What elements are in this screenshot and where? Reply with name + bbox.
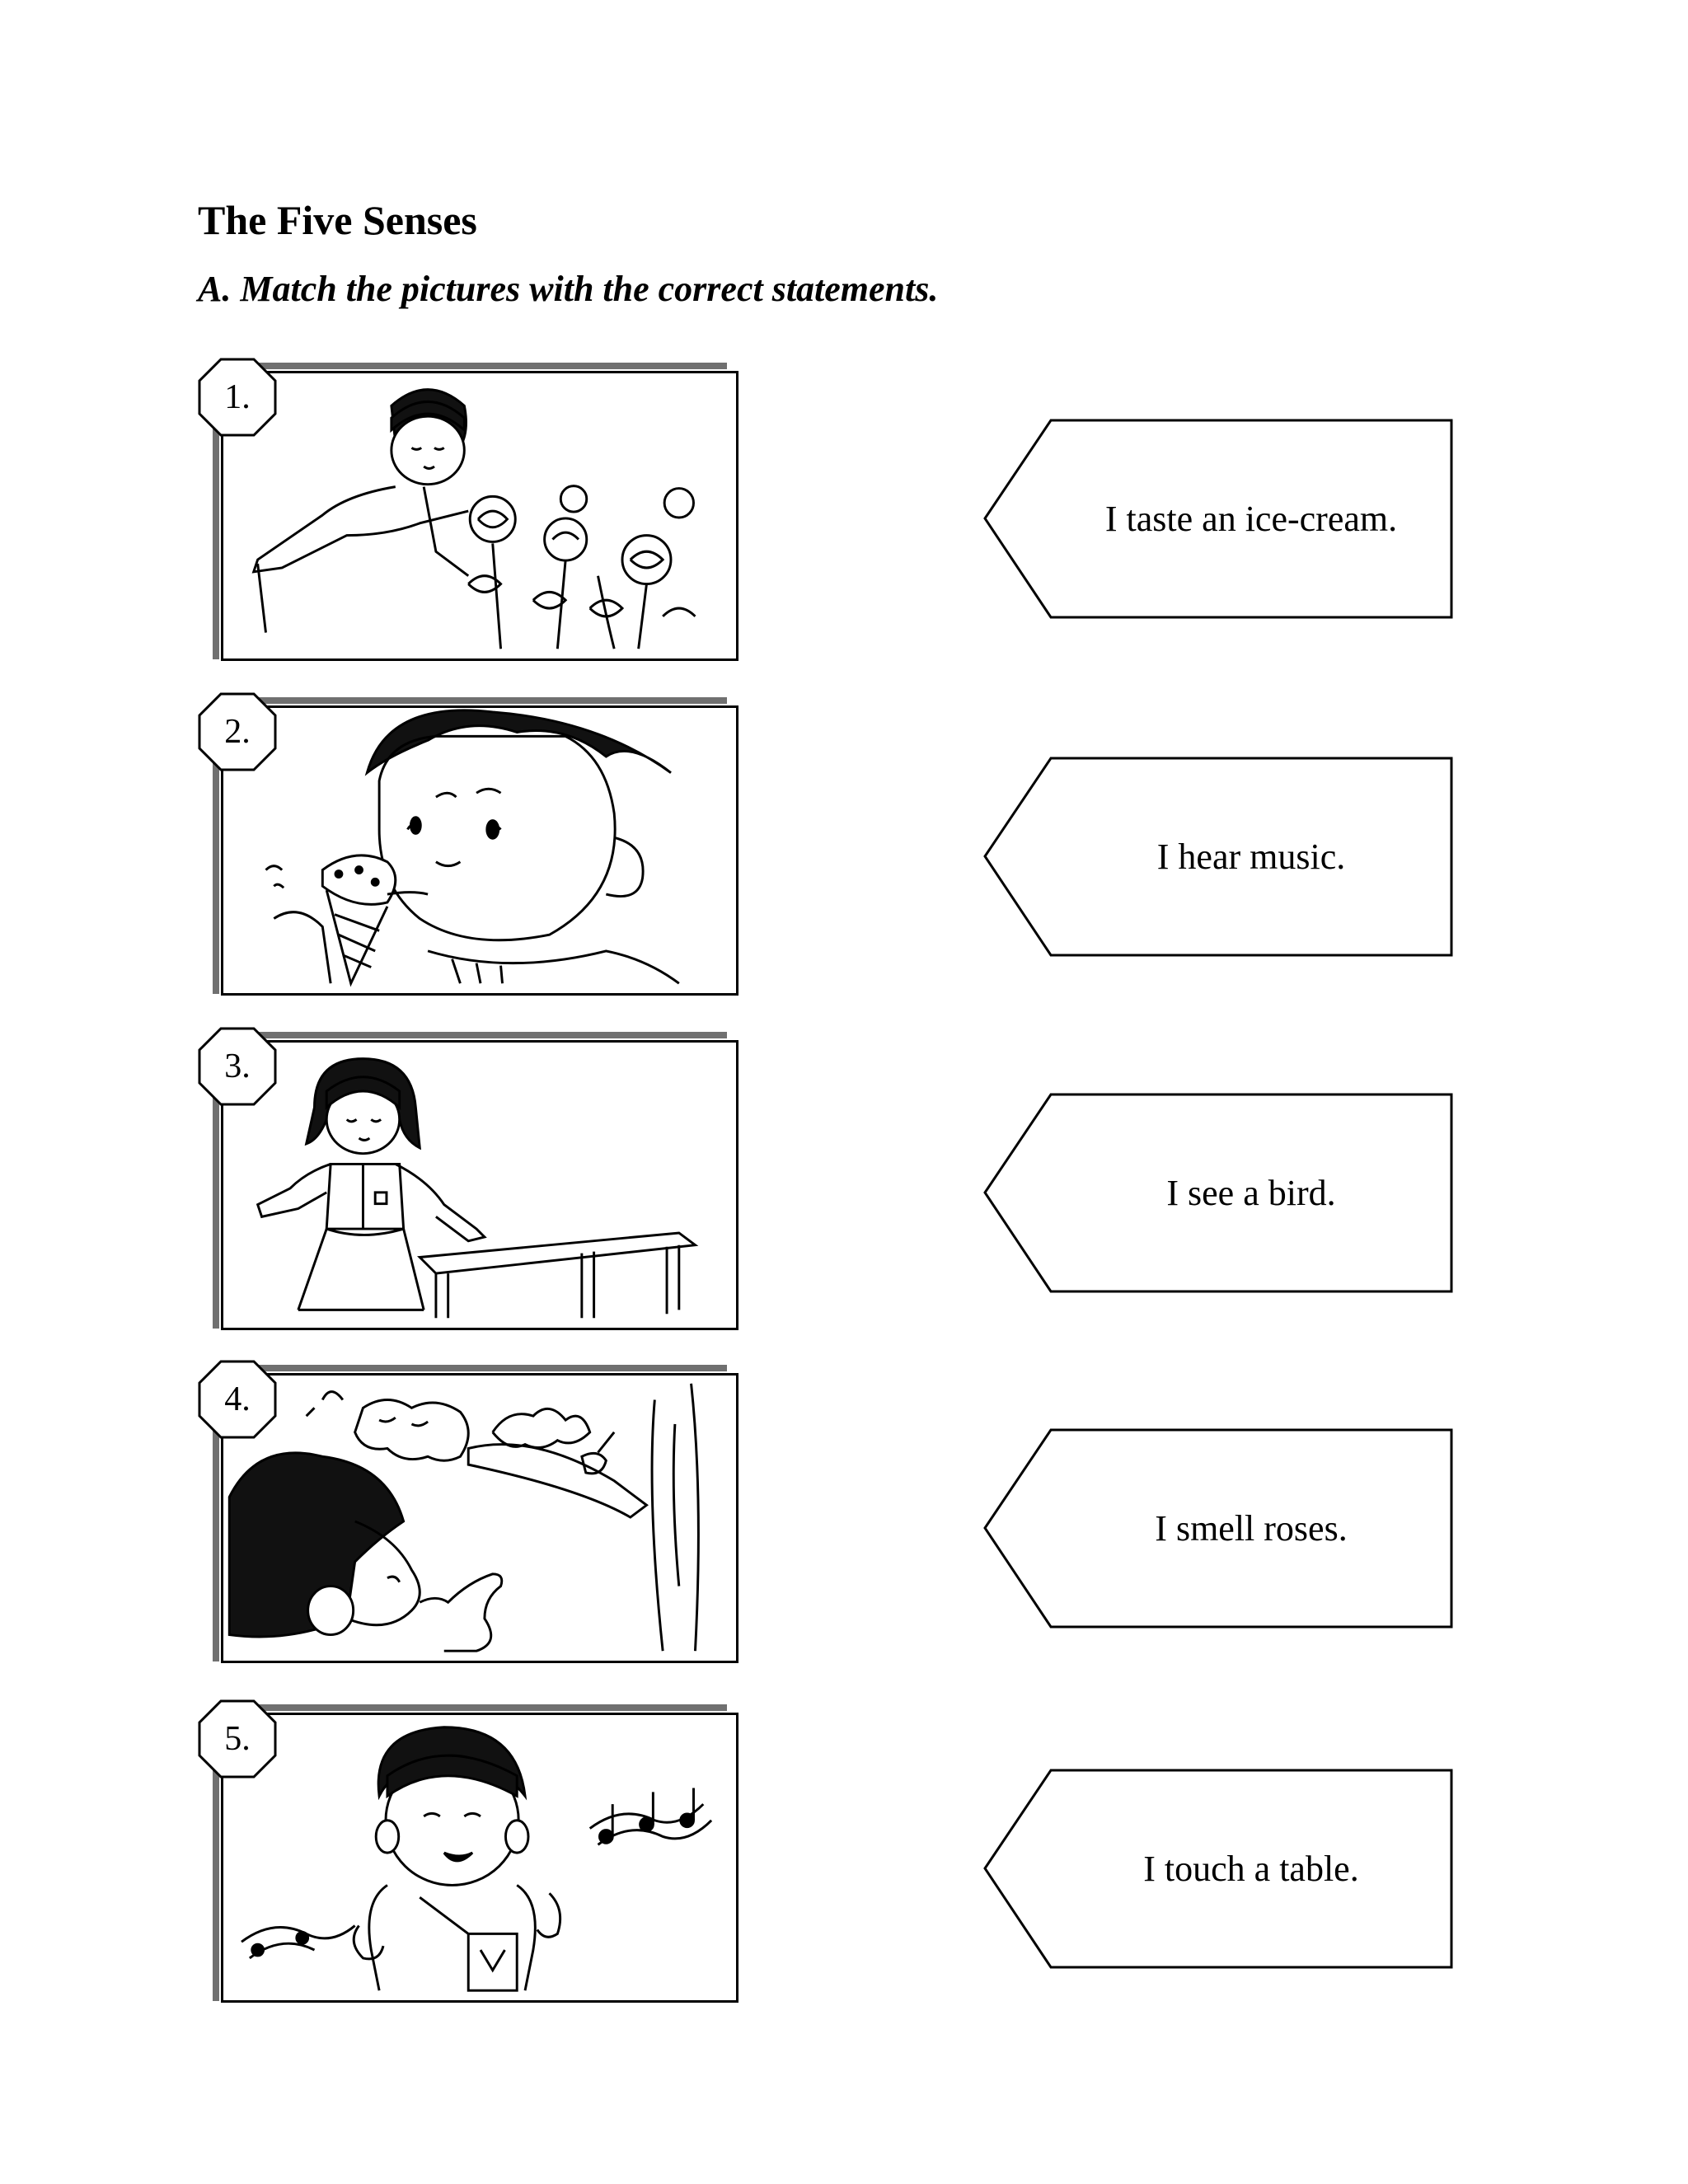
picture-number-badge — [198, 1027, 277, 1106]
statement-tag-5[interactable] — [983, 1769, 1453, 1969]
picture-number: 4. — [224, 1380, 251, 1418]
statement-tag-2[interactable] — [983, 757, 1453, 957]
picture-panel-2[interactable] — [198, 697, 742, 998]
panel-shadow — [256, 363, 727, 369]
worksheet-title: The Five Senses — [198, 197, 477, 243]
picture-number-badge — [198, 1360, 277, 1439]
picture-number-badge — [198, 692, 277, 771]
picture-panel-3[interactable] — [198, 1032, 742, 1333]
statement-text: I smell roses. — [1155, 1508, 1348, 1549]
panel-shadow — [256, 1032, 727, 1038]
panel-shadow — [256, 1365, 727, 1371]
panel-shadow — [256, 1704, 727, 1711]
statement-tag-1[interactable] — [983, 419, 1453, 619]
statement-tag-3[interactable] — [983, 1093, 1453, 1293]
picture-number-badge — [198, 1699, 277, 1779]
picture-number: 2. — [224, 713, 251, 751]
statement-tag-4[interactable] — [983, 1428, 1453, 1629]
picture-number: 1. — [224, 378, 251, 416]
picture-number-badge — [198, 358, 277, 437]
girl-touching-table-illustration — [221, 1040, 738, 1330]
boy-hearing-music-illustration — [221, 1713, 738, 2003]
statement-text: I touch a table. — [1143, 1849, 1359, 1889]
panel-shadow — [213, 1762, 219, 2001]
boy-seeing-bird-illustration — [221, 1373, 738, 1663]
panel-shadow — [213, 420, 219, 659]
picture-number: 3. — [224, 1047, 251, 1085]
picture-number: 5. — [224, 1720, 251, 1758]
statement-text: I taste an ice-cream. — [1104, 499, 1398, 539]
panel-shadow — [213, 1090, 219, 1329]
picture-panel-5[interactable] — [198, 1704, 742, 2005]
picture-panel-4[interactable] — [198, 1365, 742, 1666]
boy-eating-ice-cream-illustration — [221, 705, 738, 996]
panel-shadow — [213, 1422, 219, 1661]
statement-text: I see a bird. — [1166, 1173, 1336, 1213]
panel-shadow — [256, 697, 727, 704]
panel-shadow — [213, 755, 219, 994]
statement-text: I hear music. — [1156, 837, 1346, 877]
instruction-text: A. Match the pictures with the correct statements. — [198, 269, 939, 309]
boy-smelling-roses-illustration — [221, 371, 738, 661]
picture-panel-1[interactable] — [198, 363, 742, 663]
